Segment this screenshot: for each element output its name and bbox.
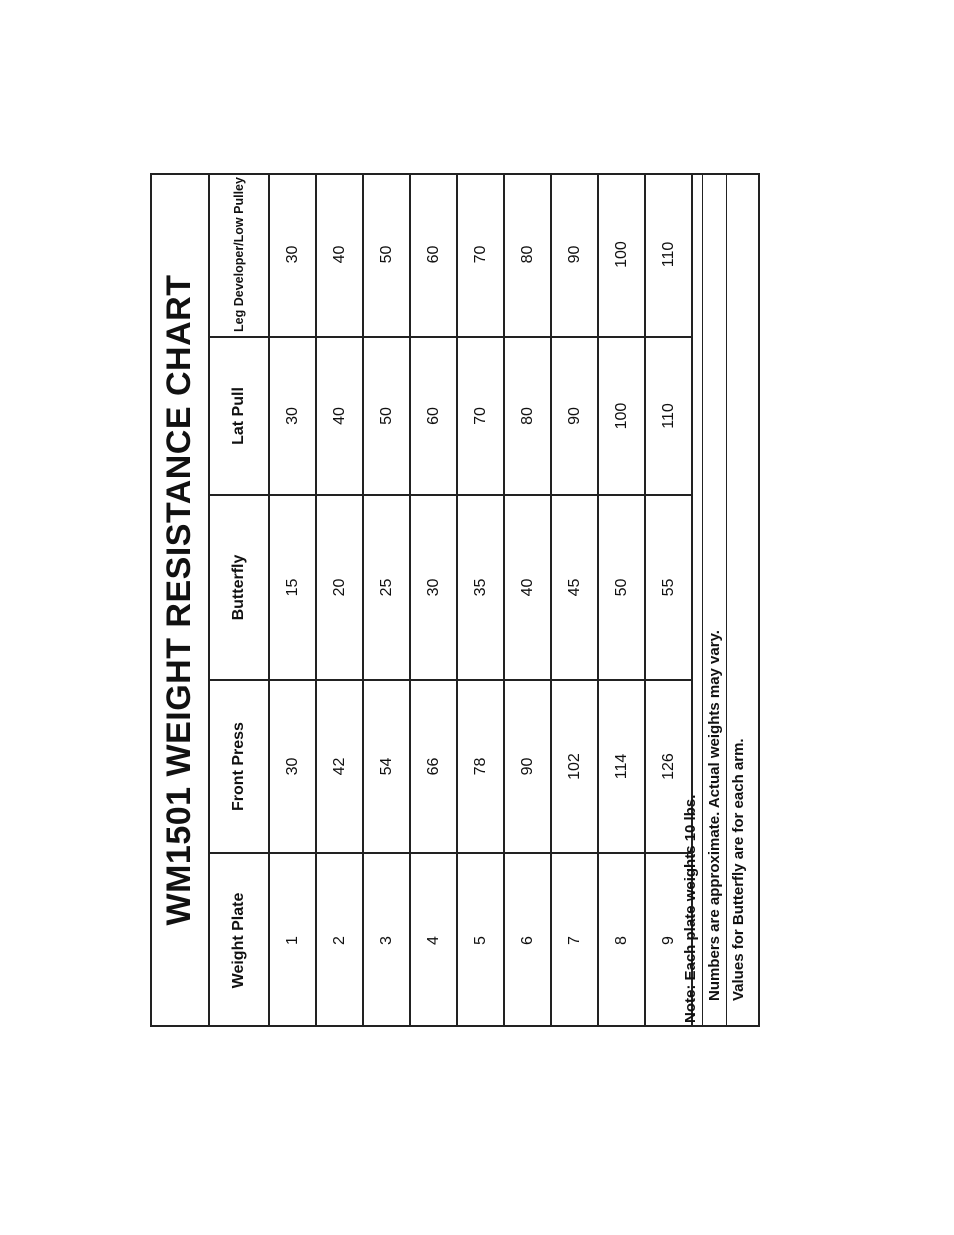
- cell-leg-developer: 50: [363, 173, 410, 337]
- cell-lat-pull: 70: [457, 337, 504, 495]
- cell-lat-pull: 110: [645, 337, 692, 495]
- cell-butterfly: 25: [363, 495, 410, 680]
- cell-butterfly: 40: [504, 495, 551, 680]
- cell-weight-plate: 6: [504, 853, 551, 1027]
- resistance-chart: [150, 173, 760, 1027]
- note-approximate: Numbers are approximate. Actual weights may vary.: [703, 173, 727, 1027]
- cell-lat-pull: 50: [363, 337, 410, 495]
- cell-front-press: 78: [457, 680, 504, 853]
- cell-weight-plate: 2: [316, 853, 363, 1027]
- cell-weight-plate: 5: [457, 853, 504, 1027]
- table-row: [504, 173, 551, 1027]
- cell-front-press: 42: [316, 680, 363, 853]
- cell-leg-developer: 60: [410, 173, 457, 337]
- chart-title: WM1501 WEIGHT RESISTANCE CHART: [159, 274, 198, 926]
- cell-weight-plate: 1: [269, 853, 316, 1027]
- cell-lat-pull: 90: [551, 337, 598, 495]
- note-butterfly: Values for Butterfly are for each arm.: [730, 738, 747, 1001]
- note-plate-weight: Note: Each plate weights 10 lbs.: [679, 173, 703, 1027]
- cell-leg-developer: 30: [269, 173, 316, 337]
- cell-weight-plate: 8: [598, 853, 645, 1027]
- cell-weight-plate: 4: [410, 853, 457, 1027]
- cell-leg-developer: 80: [504, 173, 551, 337]
- cell-butterfly: 55: [645, 495, 692, 680]
- cell-front-press: 54: [363, 680, 410, 853]
- resistance-table: [208, 173, 693, 1027]
- cell-lat-pull: 30: [269, 337, 316, 495]
- cell-butterfly: 50: [598, 495, 645, 680]
- header-leg-developer: Leg Developer/Low Pulley: [209, 173, 269, 337]
- cell-weight-plate: 9: [645, 853, 692, 1027]
- cell-leg-developer: 40: [316, 173, 363, 337]
- cell-front-press: 90: [504, 680, 551, 853]
- table-row: [457, 173, 504, 1027]
- cell-lat-pull: 40: [316, 337, 363, 495]
- cell-front-press: 102: [551, 680, 598, 853]
- cell-weight-plate: 7: [551, 853, 598, 1027]
- cell-lat-pull: 80: [504, 337, 551, 495]
- header-front-press: Front Press: [209, 680, 269, 853]
- header-lat-pull: Lat Pull: [209, 337, 269, 495]
- cell-butterfly: 30: [410, 495, 457, 680]
- table-row: [269, 173, 316, 1027]
- table-row: [551, 173, 598, 1027]
- cell-lat-pull: 60: [410, 337, 457, 495]
- cell-leg-developer: 90: [551, 173, 598, 337]
- cell-leg-developer: 70: [457, 173, 504, 337]
- cell-leg-developer: 100: [598, 173, 645, 337]
- cell-butterfly: 45: [551, 495, 598, 680]
- cell-front-press: 66: [410, 680, 457, 853]
- header-butterfly: Butterfly: [209, 495, 269, 680]
- table-row: [410, 173, 457, 1027]
- cell-front-press: 126: [645, 680, 692, 853]
- cell-butterfly: 35: [457, 495, 504, 680]
- cell-front-press: 30: [269, 680, 316, 853]
- cell-weight-plate: 3: [363, 853, 410, 1027]
- cell-butterfly: 20: [316, 495, 363, 680]
- cell-leg-developer: 110: [645, 173, 692, 337]
- notes-section: [679, 173, 751, 1027]
- cell-lat-pull: 100: [598, 337, 645, 495]
- cell-butterfly: 15: [269, 495, 316, 680]
- cell-front-press: 114: [598, 680, 645, 853]
- table-row: [598, 173, 645, 1027]
- table-row: [363, 173, 410, 1027]
- header-row: [209, 173, 269, 1027]
- header-weight-plate: Weight Plate: [209, 853, 269, 1027]
- table-row: [316, 173, 363, 1027]
